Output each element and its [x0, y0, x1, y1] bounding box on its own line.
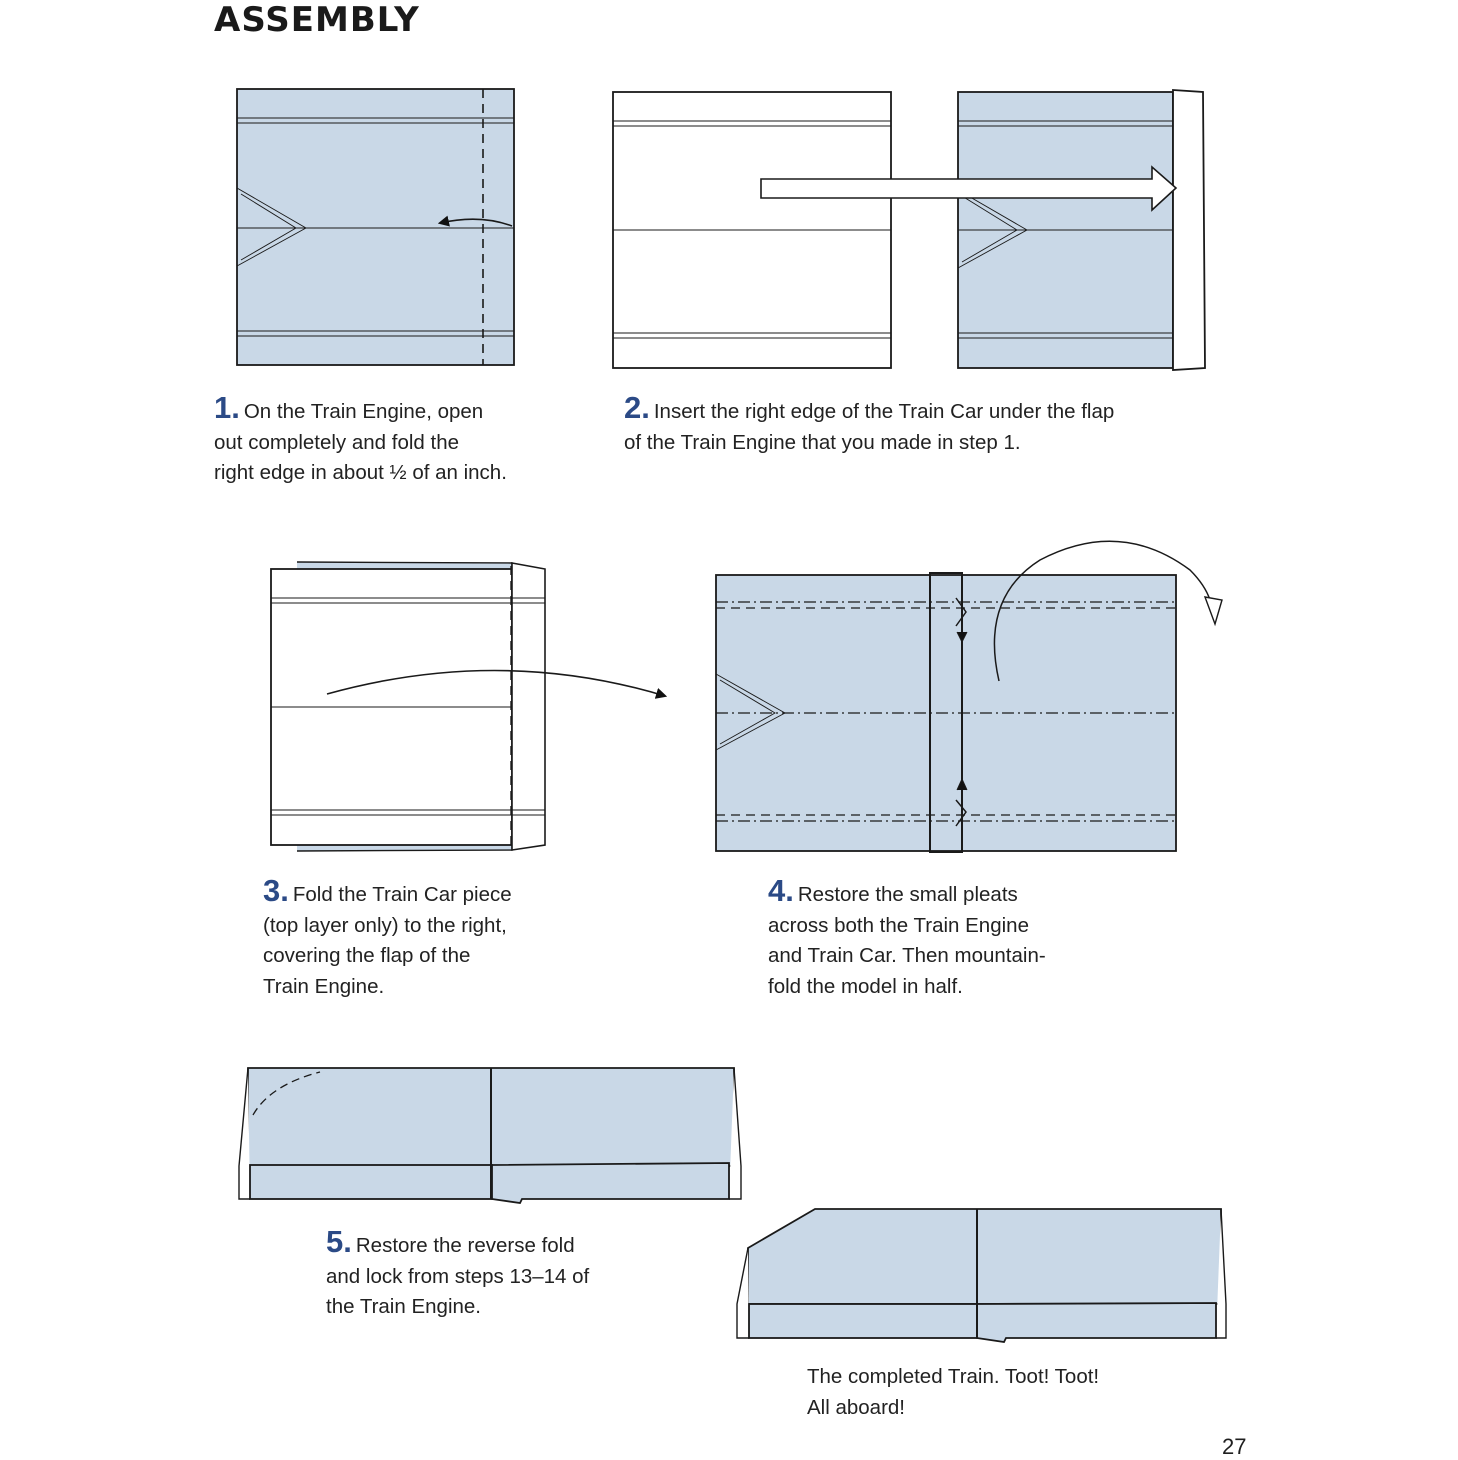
step-3-caption [263, 873, 623, 1002]
step-number: 4. [768, 873, 794, 908]
step-text-line: Fold the Train Car piece [292, 883, 512, 906]
step-text-line: (top layer only) to the right, [263, 913, 507, 937]
step-text-line: and Train Car. Then mountain- [768, 944, 1046, 967]
step-text-line: and lock from steps 13–14 of [326, 1264, 590, 1288]
step-number: 5. [326, 1224, 352, 1259]
step-text-line: across both the Train Engine [768, 913, 1029, 937]
step-5-diagram [239, 1068, 741, 1203]
completed-train-diagram [737, 1209, 1226, 1342]
step-text-line: out completely and fold the [214, 430, 460, 454]
step-2-caption [624, 390, 1244, 458]
step-4-diagram [716, 541, 1222, 852]
step-text-line: Restore the reverse fold [355, 1234, 575, 1257]
step-text-line: of the Train Engine that you made in step 1. [624, 430, 1021, 454]
step-text-line: Train Engine. [263, 974, 385, 998]
step-text-line: Restore the small pleats [797, 883, 1018, 906]
final-text-line: All aboard! [807, 1395, 906, 1419]
step-text-line: Insert the right edge of the Train Car under the flap [653, 400, 1115, 423]
step-1-caption [214, 390, 574, 489]
final-caption [807, 1362, 1207, 1423]
step-3-diagram [271, 562, 665, 851]
step-number: 2. [624, 390, 650, 425]
page-title: ASSEMBLY [214, 0, 420, 40]
step-1-diagram [237, 89, 514, 365]
step-text-line: fold the model in half. [768, 974, 963, 998]
step-5-caption [326, 1224, 686, 1323]
step-text-line: right edge in about ½ of an inch. [214, 461, 507, 484]
step-2-diagram [613, 90, 1205, 370]
step-4-caption [768, 873, 1148, 1002]
final-text-line: The completed Train. Toot! Toot! [807, 1365, 1100, 1388]
step-text-line: the Train Engine. [326, 1295, 481, 1318]
step-text-line: covering the flap of the [263, 944, 471, 967]
page-number: 27 [1222, 1434, 1247, 1459]
step-number: 1. [214, 390, 240, 425]
step-text-line: On the Train Engine, open [243, 400, 484, 423]
step-number: 3. [263, 873, 289, 908]
